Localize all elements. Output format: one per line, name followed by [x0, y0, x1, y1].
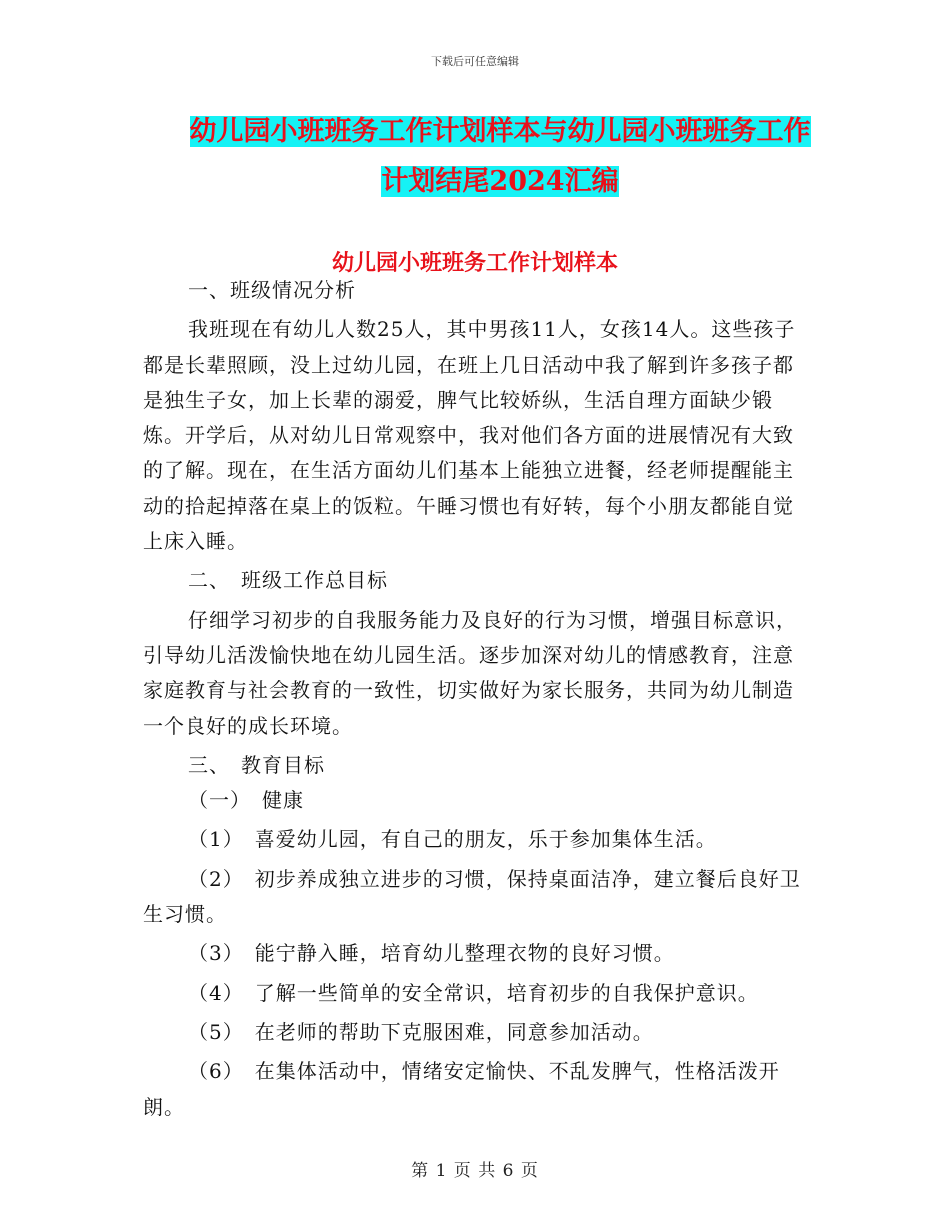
list-item-1: （1） 喜爱幼儿园，有自己的朋友，乐于参加集体生活。 — [188, 827, 717, 852]
subheading-health: （一） 健康 — [188, 788, 304, 813]
heading-overall-goal: 二、 班级工作总目标 — [188, 568, 388, 593]
section-title: 幼儿园小班班务工作计划样本 — [331, 250, 618, 276]
list-item-5: （5） 在老师的帮助下克服困难，同意参加活动。 — [188, 1019, 654, 1044]
paragraph-class-analysis: 我班现在有幼儿人数25人，其中男孩11人，女孩14人。这些孩子都是长辈照顾，没上过幼儿园，在班上几日活动中我了解到许多孩子都是独生子女，加上长辈的溺爱，脾气比较娇纵，生活自理方面缺少锻炼。开学后，从对幼儿日常观察中，我对他们各方面的进展情况有大致的了解。现在，在生活方面幼儿们基本上能独立进餐，经老师提醒能主动的拾起掉落在桌上的饭粒。午睡习惯也有好转，每个小朋友都能自觉上床入睡。 — [143, 317, 796, 554]
list-item-6: （6） 在集体活动中，情绪安定愉快、不乱发脾气，性格活泼开朗。 — [143, 1059, 780, 1119]
list-item-4: （4） 了解一些简单的安全常识，培育初步的自我保护意识。 — [188, 980, 759, 1005]
document-title-line-2: 计划结尾2024汇编 — [381, 166, 619, 197]
header-note: 下载后可任意编辑 — [431, 55, 519, 68]
page-footer: 第 1 页 共 6 页 — [411, 1161, 539, 1181]
list-item-2: （2） 初步养成独立进步的习惯，保持桌面洁净，建立餐后良好卫生习惯。 — [143, 866, 801, 927]
paragraph-overall-goal: 仔细学习初步的自我服务能力及良好的行为习惯，增强目标意识，引导幼儿活泼愉快地在幼儿园生活。逐步加深对幼儿的情感教育，注意家庭教育与社会教育的一致性，切实做好为家长服务，共同为幼儿制造一个良好的成长环境。 — [143, 607, 797, 738]
document-title-line-1: 幼儿园小班班务工作计划样本与幼儿园小班班务工作 — [189, 116, 811, 147]
document-body — [143, 273, 808, 1125]
list-item-3: （3） 能宁静入睡，培育幼儿整理衣物的良好习惯。 — [188, 941, 675, 966]
heading-education-goals: 三、 教育目标 — [188, 752, 325, 777]
heading-class-analysis: 一、班级情况分析 — [188, 278, 356, 302]
document-title — [150, 107, 850, 207]
